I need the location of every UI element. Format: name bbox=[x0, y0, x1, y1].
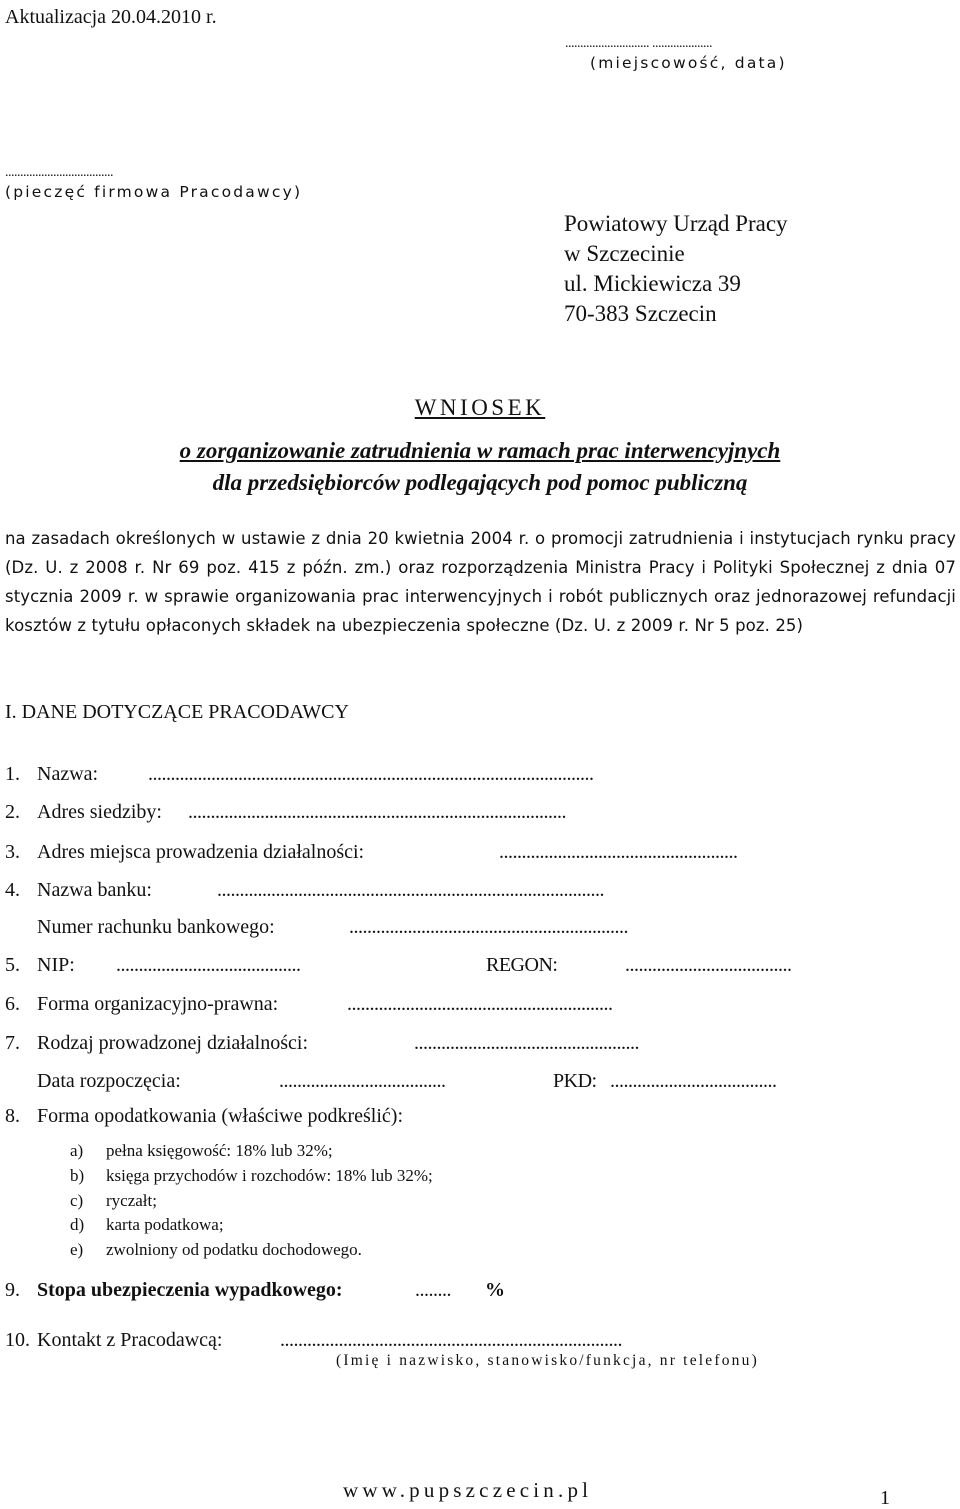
business-type-input[interactable]: .................................................. bbox=[414, 1032, 639, 1054]
field-label: Rodzaj prowadzonej działalności: bbox=[37, 1032, 309, 1054]
field-number: 3. bbox=[5, 841, 20, 863]
field-number: 7. bbox=[5, 1032, 20, 1054]
addressee-line-1: Powiatowy Urząd Pracy bbox=[564, 211, 788, 236]
place-date-caption: (miejscowość, data) bbox=[590, 54, 787, 72]
field-number: 8. bbox=[5, 1105, 20, 1127]
footer-url: www.pupszczecin.pl bbox=[343, 1478, 593, 1502]
field-number: 6. bbox=[5, 993, 20, 1015]
tax-option-letter: e) bbox=[70, 1240, 84, 1259]
legal-form-input[interactable]: ........................................................... bbox=[347, 993, 613, 1015]
addressee-line-2: w Szczecinie bbox=[564, 241, 685, 266]
field-label: Forma opodatkowania (właściwe podkreślić): bbox=[37, 1105, 404, 1127]
tax-option-label: księga przychodów i rozchodów: 18% lub 32%; bbox=[106, 1166, 433, 1185]
field-label: Adres miejsca prowadzenia działalności: bbox=[37, 841, 365, 863]
section-heading: I. DANE DOTYCZĄCE PRACODAWCY bbox=[5, 701, 349, 723]
field-label: NIP: bbox=[37, 954, 75, 976]
document-title: WNIOSEK bbox=[414, 395, 546, 420]
field-number: 9. bbox=[5, 1279, 20, 1301]
regon-input[interactable]: ..................................... bbox=[625, 954, 792, 976]
start-date-input[interactable]: ..................................... bbox=[279, 1070, 446, 1092]
name-input[interactable]: ................................................................................................... bbox=[148, 763, 594, 785]
field-label: Nazwa banku: bbox=[37, 879, 152, 901]
addressee-line-4: 70-383 Szczecin bbox=[564, 301, 717, 326]
tax-option-label: karta podatkowa; bbox=[106, 1215, 224, 1234]
addressee-line-3: ul. Mickiewicza 39 bbox=[564, 271, 741, 296]
contact-input[interactable]: ............................................................................ bbox=[280, 1329, 622, 1351]
tax-option-letter: a) bbox=[70, 1141, 84, 1160]
company-stamp-caption: (pieczęć firmowa Pracodawcy) bbox=[5, 183, 303, 201]
field-label: Stopa ubezpieczenia wypadkowego: bbox=[37, 1279, 343, 1301]
address-input[interactable]: .................................................................................... bbox=[188, 801, 566, 823]
field-label: Data rozpoczęcia: bbox=[37, 1070, 181, 1092]
field-label: Kontakt z Pracodawcą: bbox=[37, 1329, 223, 1351]
document-subtitle-line-2: dla przedsiębiorców podlegających pod pomoc publiczną bbox=[212, 470, 748, 495]
tax-option-label: pełna księgowość: 18% lub 32%; bbox=[106, 1141, 333, 1160]
tax-option-label: zwolniony od podatku dochodowego. bbox=[106, 1240, 362, 1259]
bank-account-input[interactable]: .............................................................. bbox=[349, 916, 628, 938]
bank-name-input[interactable]: ...................................................................................... bbox=[217, 879, 604, 901]
tax-option-letter: d) bbox=[70, 1215, 85, 1234]
field-label: Numer rachunku bankowego: bbox=[37, 916, 275, 938]
pkd-input[interactable]: ..................................... bbox=[610, 1070, 777, 1092]
field-label: REGON: bbox=[486, 954, 558, 976]
tax-option-letter: b) bbox=[70, 1166, 85, 1185]
percent-unit: % bbox=[485, 1279, 505, 1301]
field-number: 10. bbox=[5, 1329, 30, 1351]
tax-option-letter: c) bbox=[70, 1191, 84, 1210]
field-number: 4. bbox=[5, 879, 20, 901]
field-number: 1. bbox=[5, 763, 20, 785]
field-label: Adres siedziby: bbox=[37, 801, 162, 823]
place-date-field[interactable]: ............................ .................... bbox=[565, 36, 712, 51]
accident-rate-input[interactable]: ........ bbox=[415, 1279, 451, 1301]
business-address-input[interactable]: ..................................................... bbox=[499, 841, 738, 863]
field-label: Nazwa: bbox=[37, 763, 99, 785]
field-label: Forma organizacyjno-prawna: bbox=[37, 993, 279, 1015]
field-number: 5. bbox=[5, 954, 20, 976]
tax-option-label: ryczałt; bbox=[106, 1191, 157, 1210]
field-label: PKD: bbox=[553, 1070, 597, 1092]
page-number: 1 bbox=[880, 1487, 890, 1509]
contact-caption: (Imię i nazwisko, stanowisko/funkcja, nr telefonu) bbox=[336, 1352, 759, 1369]
legal-basis-paragraph: na zasadach określonych w ustawie z dnia 20 kwietnia 2004 r. o promocji zatrudnienia i instytucjach rynku pracy (Dz. U. z 2008 r. Nr 69 poz. 415 z późn. zm.) oraz rozporządzenia Ministra Pracy i Polityki Społecznej z dnia 07 stycznia 2009 r. w sprawie organizowania prac interwencyjnych i robót publicznych oraz jednorazowej refundacji kosztów z tytułu opłaconych składek na ubezpieczenia społeczne (Dz. U. z 2009 r. Nr 5 poz. 25) bbox=[5, 529, 956, 635]
document-subtitle-line-1: o zorganizowanie zatrudnienia w ramach prac interwencyjnych bbox=[179, 438, 781, 463]
nip-input[interactable]: ......................................... bbox=[116, 954, 301, 976]
company-stamp-field[interactable]: .................................... bbox=[5, 165, 113, 180]
update-date: Aktualizacja 20.04.2010 r. bbox=[5, 6, 217, 28]
field-number: 2. bbox=[5, 801, 20, 823]
